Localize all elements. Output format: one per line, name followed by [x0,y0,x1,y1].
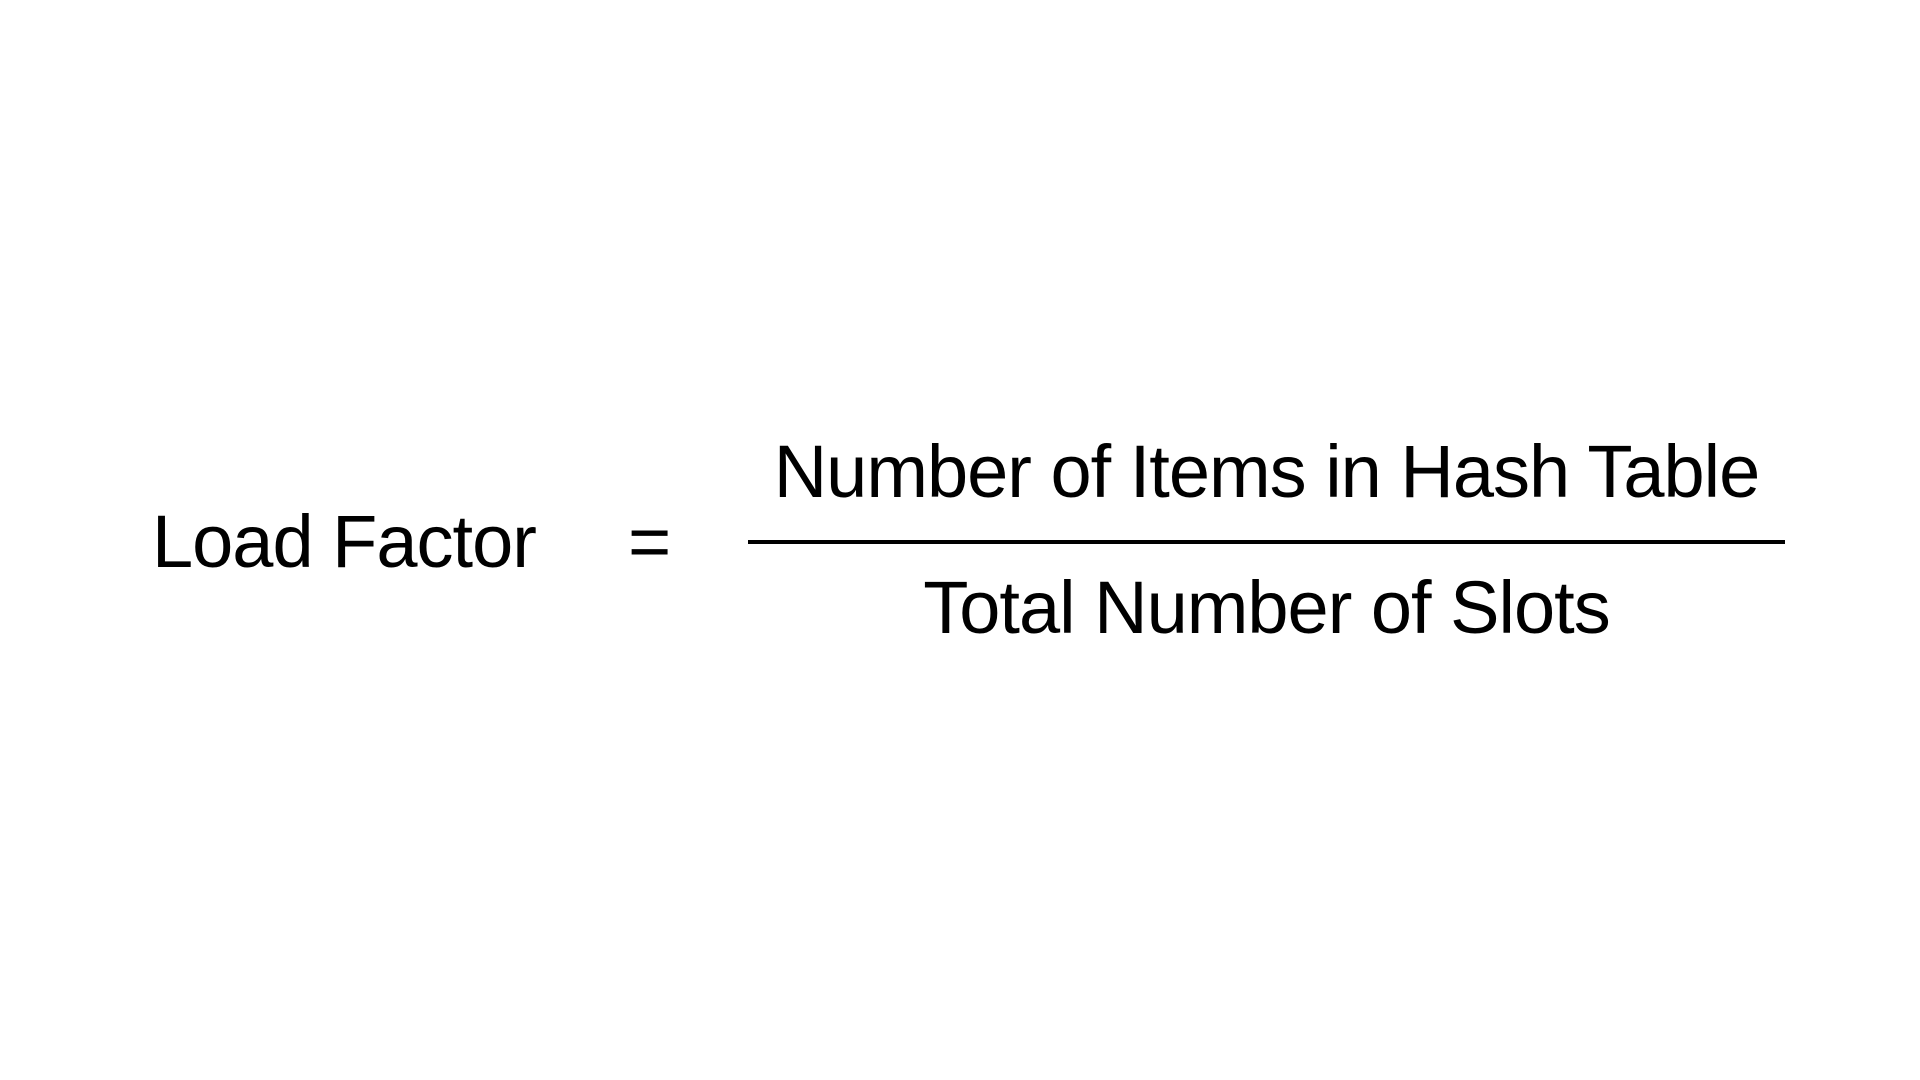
fraction-bar [748,540,1785,544]
equals-sign: = [628,500,672,583]
fraction-numerator: Number of Items in Hash Table [773,430,1760,513]
formula-lhs: Load Factor [152,500,536,583]
fraction-denominator: Total Number of Slots [923,566,1610,649]
fraction [748,430,1785,660]
